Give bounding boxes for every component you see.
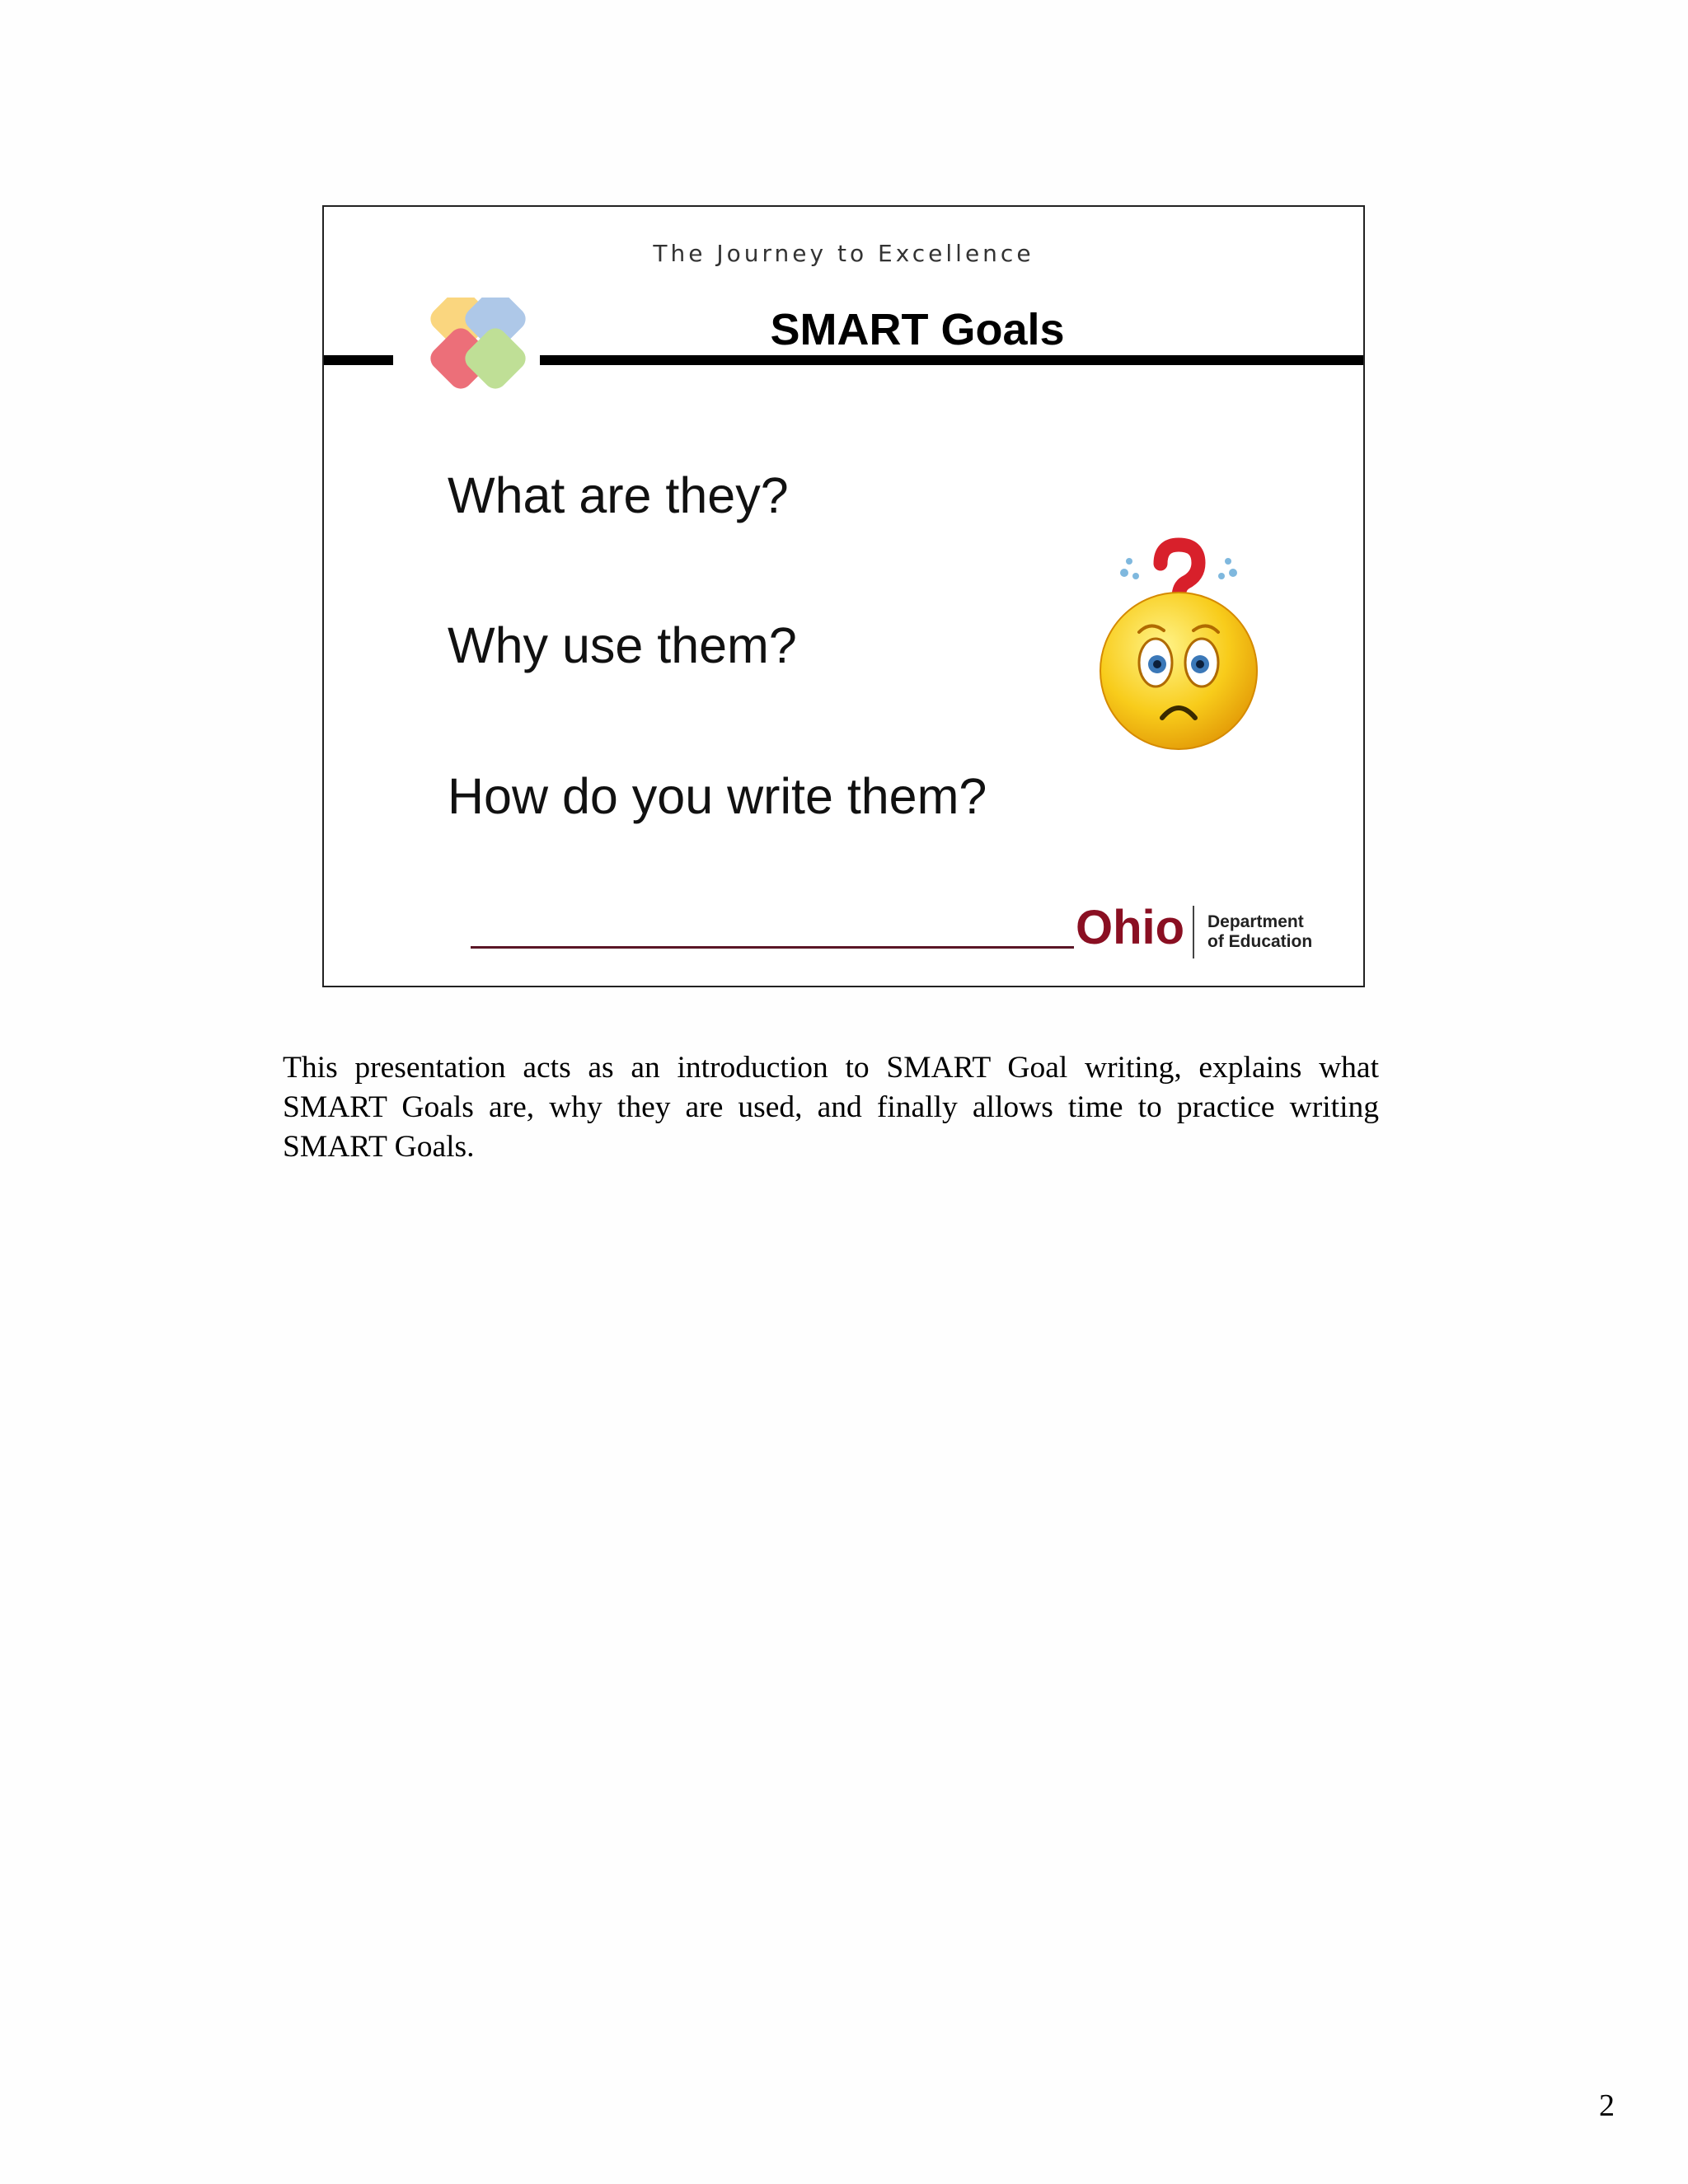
question-why: Why use them? <box>448 617 797 673</box>
footer-rule <box>471 946 1074 949</box>
confused-smiley-icon <box>1096 535 1261 757</box>
question-how: How do you write them? <box>448 768 987 824</box>
department-label <box>1207 912 1312 952</box>
logo-divider <box>1193 906 1194 958</box>
slide-header: The Journey to Excellence <box>653 240 1034 267</box>
slide-title: SMART Goals <box>770 305 1065 354</box>
speaker-notes: This presentation acts as an introduction to SMART Goal writing, explains what SMART Goals are, why they are used, and finally allows time to practice writing SMART Goals. <box>283 1051 1379 1164</box>
title-rule-right <box>540 355 1363 365</box>
ohio-logo-text: Ohio <box>1076 901 1185 954</box>
title-rule-left <box>324 355 393 365</box>
page-number: 2 <box>1599 2088 1615 2123</box>
department-line-2: of Education <box>1207 932 1313 952</box>
slide <box>322 205 1365 987</box>
department-line-1: Department <box>1207 912 1304 931</box>
journey-logo-icon <box>403 298 535 405</box>
question-what: What are they? <box>448 467 789 523</box>
